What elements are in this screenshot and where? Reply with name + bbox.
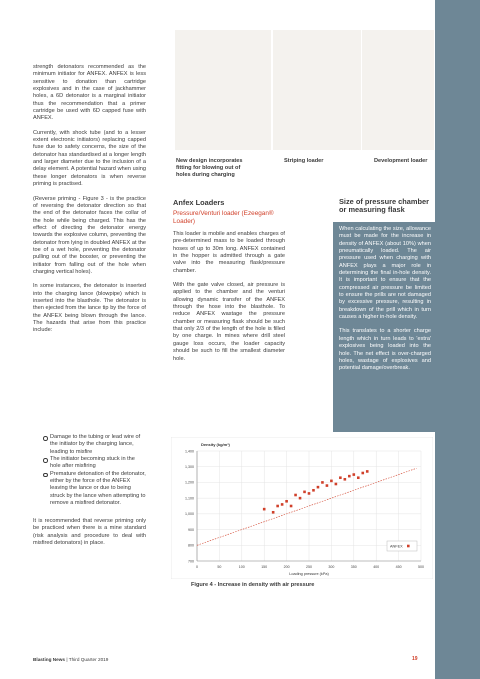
x-tick-label: 150 — [261, 565, 268, 569]
middle-column — [173, 231, 285, 363]
x-tick-label: 0 — [196, 565, 198, 569]
data-point — [312, 489, 315, 492]
y-tick-label: 1,100 — [185, 496, 194, 501]
data-point — [299, 497, 302, 500]
data-point — [303, 491, 306, 494]
data-point — [357, 476, 360, 479]
section-subtitle: Pressure/Venturi loader (Ezeegan® Loader) — [173, 210, 274, 225]
x-tick-label: 300 — [328, 565, 335, 569]
y-tick-label: 900 — [188, 527, 194, 532]
list-item: The initiator becoming stuck in the hole after misfiring — [43, 456, 146, 471]
section-title: Anfex Loaders — [173, 198, 225, 207]
left-column — [33, 64, 146, 335]
data-point — [321, 481, 324, 484]
data-point — [276, 505, 279, 508]
data-point — [339, 476, 342, 479]
decorative-sidebar — [435, 0, 480, 679]
data-point — [361, 472, 364, 475]
data-point — [272, 511, 275, 514]
footer-credit: Blasting News | Third Quarter 2019 — [33, 657, 109, 662]
y-tick-label: 700 — [188, 559, 194, 564]
body-paragraph: This loader is mobile and enables charges of pre-determined mass to be loaded through hoses of up to 30m long. ANFEX contained in the hopper is admitted through a gate valve into the measuring flask/pressure chamber. — [173, 231, 285, 274]
x-tick-label: 500 — [418, 565, 424, 569]
photo-caption: New design incorporates fitting for blowing out of holes during charging — [176, 158, 243, 179]
photo-caption: Development loader — [374, 158, 428, 164]
hazard-list — [43, 434, 146, 507]
data-point — [348, 475, 351, 478]
body-paragraph: It is recommended that reverse priming only be practiced when there is a mine standard (risk analysis and procedure to deal with misfired detonators) in place. — [33, 518, 146, 547]
body-paragraph: In some instances, the detonator is inserted into the charging lance (blowpipe) which is inserted into the blasthole. The detonator is then ejected from the lance tip by the force of the ANFEX being blown through the lance. The hazards that arise from this practice include: — [33, 283, 146, 334]
chart-frame — [171, 437, 433, 579]
body-paragraph: strength detonators recommended as the minimum initiator for ANFEX. ANFEX is less sensitive to donation than cartridge explosives and in the case of jackhammer holes, a 6D detonator is a marginal initiator thus the recommendation that a primer cartridge be used with 6D capped fuse with ANFEX. — [33, 64, 146, 122]
y-tick-label: 800 — [188, 543, 194, 548]
body-paragraph: When calculating the size, allowance must be made for the increase in density of ANFEX (about 10%) when pneumatically loaded. The air pressure used when charging with ANFEX plays a major role in determining the final in-hole density. It is important to ensure that the compressed air pressure be limited to ensure the prills are not damaged by excessive pressure, resulting in breakdown of the prill which in turn causes a higher in-hole density. — [339, 226, 431, 321]
right-column — [339, 226, 431, 373]
chart-title: Density (kg/m³) — [201, 442, 230, 447]
x-tick-label: 50 — [217, 565, 222, 569]
x-tick-label: 200 — [283, 565, 290, 569]
photo-striping-loader — [273, 30, 361, 150]
photo-caption: Striping loader — [284, 158, 324, 164]
left-column-end — [33, 518, 146, 547]
data-point — [335, 483, 338, 486]
list-item: Damage to the tubing or lead wire of the initiator by the charging lance, leading to misfire — [43, 434, 146, 456]
y-tick-label: 1,000 — [185, 512, 194, 517]
y-tick-label: 1,300 — [185, 465, 194, 470]
figure-caption: Figure 4 - Increase in density with air pressure — [191, 582, 315, 588]
x-tick-label: 450 — [395, 565, 402, 569]
data-point — [263, 508, 266, 511]
data-point — [308, 492, 311, 495]
data-point — [326, 484, 329, 487]
density-chart — [171, 437, 433, 579]
data-point — [330, 480, 333, 483]
data-point — [366, 470, 369, 473]
issue-date: Third Quarter 2019 — [68, 657, 109, 662]
photo-development-loader — [362, 30, 434, 150]
data-point — [353, 473, 356, 476]
data-point — [344, 478, 347, 481]
body-paragraph: (Reverse priming - Figure 3 - is the practice of reversing the detonator direction so that the end of the detonator faces the collar of the hole while being charged. This has the effect of directing the detonator energy towards the explosive column, preventing the detonator from lying in doubled ANFEX at the toe of a wet hole, preventing the detonator pulling out of the booster, or preventing the initiator from falling out of the hole when charging vertical holes). — [33, 195, 146, 275]
body-paragraph: This translates to a shorter charge length which in turn leads to 'extra' explosives being loaded into the hole. The net effect is over-charged holes, wastage of explosives and potential damage/overbreak. — [339, 328, 431, 372]
magazine-name: Blasting News — [33, 657, 66, 662]
x-axis-label: Loading pressure (kPa) — [289, 572, 329, 576]
data-point — [281, 503, 284, 506]
y-tick-label: 1,200 — [185, 480, 194, 485]
legend-marker — [407, 545, 410, 548]
x-tick-label: 350 — [350, 565, 357, 569]
page-number: 19 — [412, 656, 418, 662]
x-tick-label: 250 — [306, 565, 312, 569]
body-paragraph: With the gate valve closed, air pressure is applied to the chamber and the venturi allowing dynamic transfer of the ANFEX through the hose into the blasthole. To reduce ANFEX wastage the pressure chamber or measuring flask should be such that only 2/3 of the length of the hole is filled by one charge. In mines where drill steel gauge loss occurs, the loader capacity should be such to fill the smallest diameter hole. — [173, 282, 285, 362]
data-point — [290, 505, 293, 508]
x-tick-label: 100 — [238, 565, 245, 569]
x-tick-label: 400 — [373, 565, 380, 569]
body-paragraph: Currently, with shock tube (and to a lesser extent electronic initiators) replacing capped fuse due to safety concerns, the size of the detonator has standardised at a longer length and larger diameter due to the inclusion of a delay element. A potential hazard when using these longer detonators is when reverse priming is practised. — [33, 129, 146, 188]
data-point — [294, 494, 297, 497]
data-point — [285, 500, 288, 503]
photo-new-design-loader — [175, 30, 271, 150]
section-title: Size of pressure chamber or measuring flask — [339, 197, 429, 214]
list-item: Premature detonation of the detonator, either by the force of the ANFEX leaving the lance or due to being struck by the lance when attempting to remove a misfired detonator. — [43, 471, 146, 508]
y-tick-label: 1,400 — [185, 449, 194, 454]
data-point — [317, 486, 320, 489]
legend-label: ANFEX — [390, 544, 403, 549]
